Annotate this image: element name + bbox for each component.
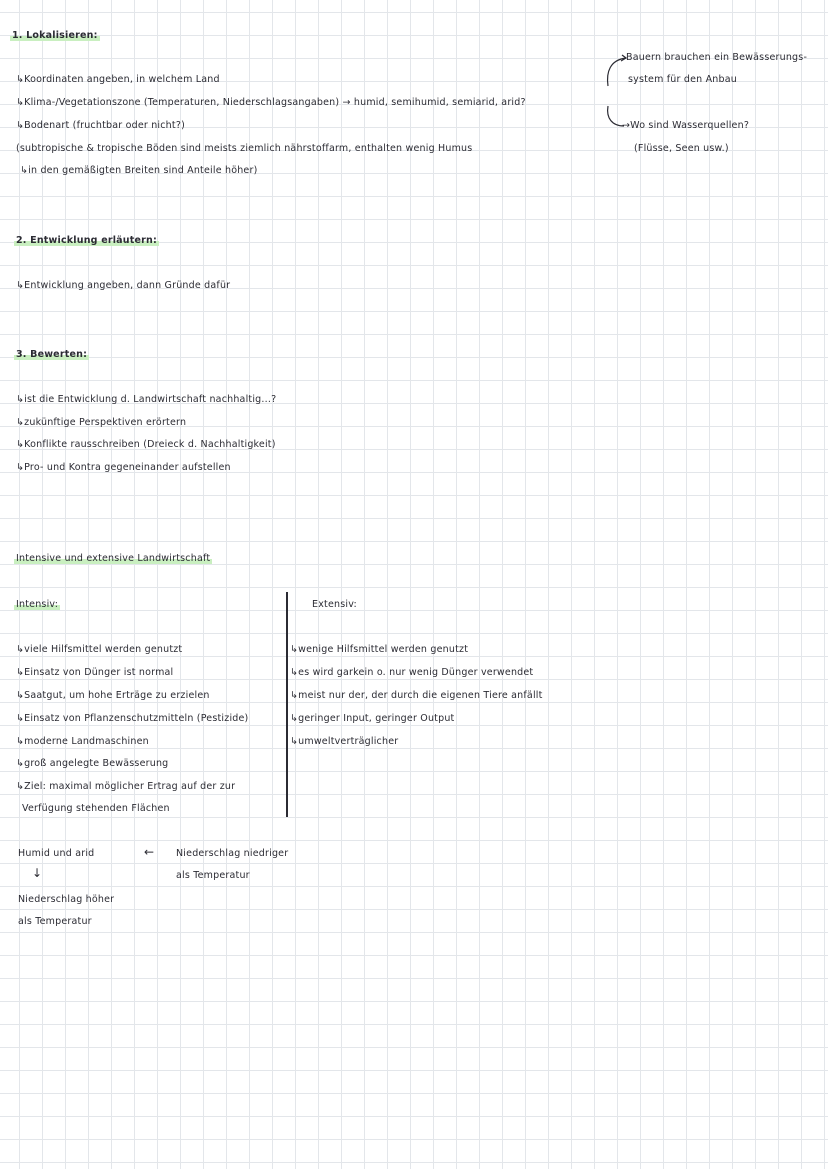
extensiv-item: ↳umweltverträglicher (290, 736, 399, 747)
label-intensiv: Intensiv: (16, 599, 59, 610)
arrow-left-icon: ← (144, 845, 155, 859)
side-note-wasserquellen: →Wo sind Wasserquellen? (622, 120, 750, 131)
line-pro-kontra: ↳Pro- und Kontra gegeneinander aufstellen (16, 462, 231, 473)
heading-lokalisieren: 1. Lokalisieren: (12, 30, 98, 41)
heading-bewerten: 3. Bewerten: (16, 349, 88, 360)
side-note-fluesse: (Flüsse, Seen usw.) (634, 143, 729, 154)
extensiv-item: ↳wenige Hilfsmittel werden genutzt (290, 644, 469, 655)
intensiv-item: ↳moderne Landmaschinen (16, 736, 149, 747)
intensiv-item: ↳Einsatz von Dünger ist normal (16, 667, 174, 678)
intensiv-item: ↳Saatgut, um hohe Erträge zu erzielen (16, 690, 210, 701)
heading-entwicklung: 2. Entwicklung erläutern: (16, 235, 157, 246)
line-konflikte: ↳Konflikte rausschreiben (Dreieck d. Nachhaltigkeit) (16, 439, 276, 450)
line-nachhaltig: ↳ist die Entwicklung d. Landwirtschaft nachhaltig...? (16, 394, 277, 405)
extensiv-item: ↳es wird garkein o. nur wenig Dünger verwendet (290, 667, 534, 678)
column-divider (286, 592, 288, 817)
niederschlag-niedriger: Niederschlag niedriger (176, 848, 289, 859)
side-note-bewaesserung-1: Bauern brauchen ein Bewässerungs- (626, 52, 808, 63)
line-boeden-tropen: (subtropische & tropische Böden sind meists ziemlich nährstoffarm, enthalten wenig Humus (16, 143, 473, 154)
arrow-down-icon: ↓ (32, 866, 43, 880)
line-koordinaten: ↳Koordinaten angeben, in welchem Land (16, 74, 220, 85)
line-perspektiven: ↳zukünftige Perspektiven erörtern (16, 417, 187, 428)
intensiv-item: ↳Einsatz von Pflanzenschutzmitteln (Pestizide) (16, 713, 249, 724)
intensiv-item: Verfügung stehenden Flächen (22, 803, 170, 814)
humid-arid-label: Humid und arid (18, 848, 95, 859)
niederschlag-hoeher: Niederschlag höher (18, 894, 115, 905)
line-bodenart: ↳Bodenart (fruchtbar oder nicht?) (16, 120, 185, 131)
extensiv-item: ↳meist nur der, der durch die eigenen Tiere anfällt (290, 690, 543, 701)
intensiv-item: ↳Ziel: maximal möglicher Ertrag auf der zur (16, 781, 236, 792)
als-temperatur-below: als Temperatur (18, 916, 92, 927)
line-entwicklung-angeben: ↳Entwicklung angeben, dann Gründe dafür (16, 280, 231, 291)
heading-intensive-extensive: Intensive und extensive Landwirtschaft (16, 553, 211, 564)
line-klimazone: ↳Klima-/Vegetationszone (Temperaturen, Niederschlagsangaben) → humid, semihumid, semiarid, arid? (16, 97, 526, 108)
extensiv-item: ↳geringer Input, geringer Output (290, 713, 455, 724)
intensiv-item: ↳groß angelegte Bewässerung (16, 758, 169, 769)
als-temperatur-right: als Temperatur (176, 870, 250, 881)
intensiv-item: ↳viele Hilfsmittel werden genutzt (16, 644, 183, 655)
side-note-bewaesserung-2: system für den Anbau (628, 74, 737, 85)
line-gemaessigte-breiten: ↳in den gemäßigten Breiten sind Anteile höher) (20, 165, 258, 176)
label-extensiv: Extensiv: (312, 599, 357, 610)
